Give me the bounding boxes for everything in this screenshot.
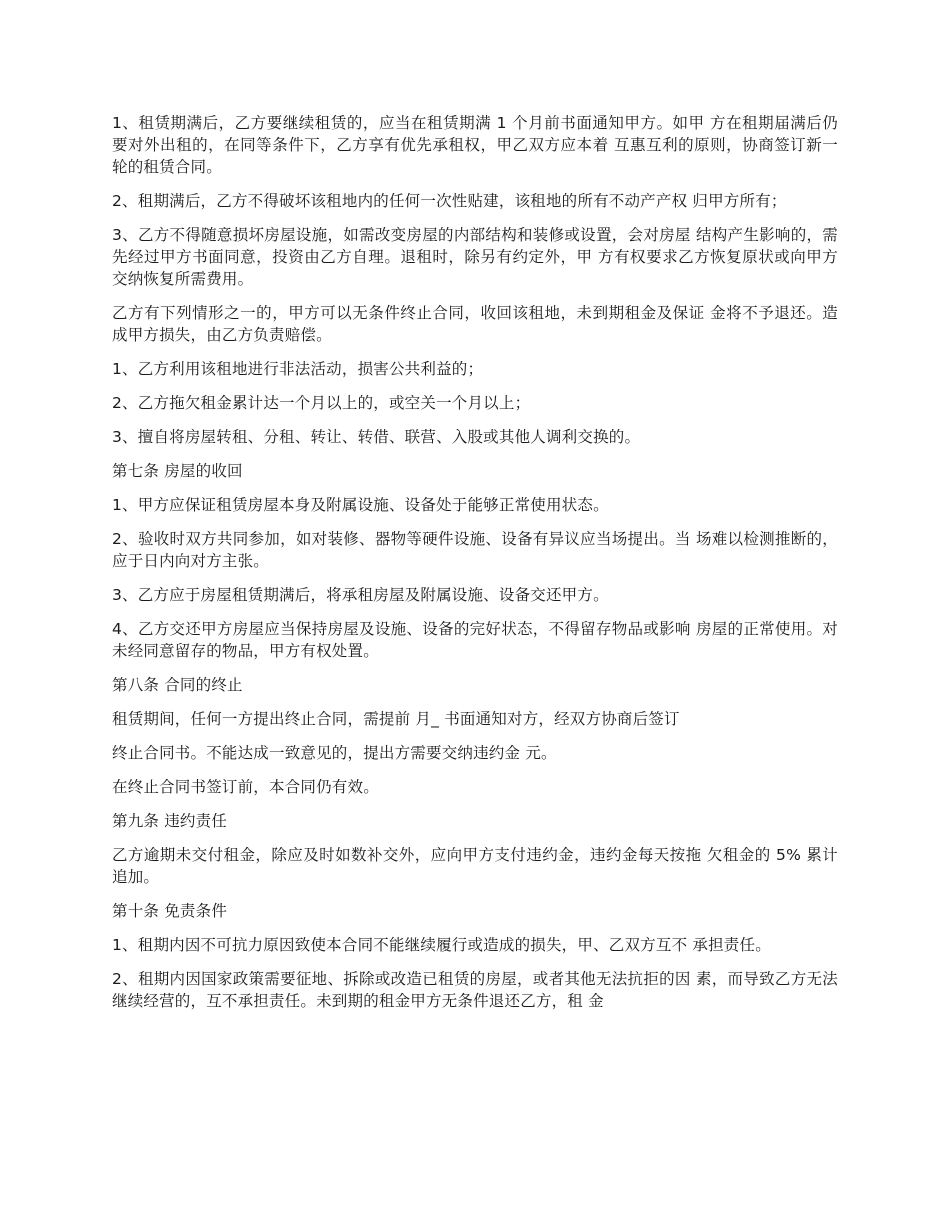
paragraph-joint-inspection: 2、验收时双方共同参加，如对装修、器物等硬件设施、设备有异议应当场提出。当 场难以检测推断的，应于日内向对方主张。 [112,530,838,570]
paragraph-contract-validity: 在终止合同书签订前，本合同仍有效。 [112,778,379,796]
section-heading-10: 第十条 免责条件 [112,902,228,920]
section-heading-8: 第八条 合同的终止 [112,676,243,694]
section-heading-7: 第七条 房屋的收回 [112,462,243,480]
paragraph-facility-guarantee: 1、甲方应保证租赁房屋本身及附属设施、设备处于能够正常使用状态。 [112,496,609,514]
paragraph-property-rights: 2、租期满后，乙方不得破坏该租地内的任何一次性贴建，该租地的所有不动产产权 归甲方所有； [112,192,787,210]
paragraph-termination-penalty: 终止合同书。不能达成一致意见的，提出方需要交纳违约金 元。 [112,744,557,762]
paragraph-illegal-use: 1、乙方利用该租地进行非法活动，损害公共利益的； [112,360,484,378]
paragraph-return-condition: 4、乙方交还甲方房屋应当保持房屋及设施、设备的完好状态，不得留存物品或影响 房屋的正常使用。对未经同意留存的物品，甲方有权处置。 [112,620,838,660]
paragraph-termination-conditions: 乙方有下列情形之一的，甲方可以无条件终止合同，收回该租地，未到期租金及保证 金将不予退还。造成甲方损失，由乙方负责赔偿。 [112,304,838,344]
paragraph-policy-expropriation: 2、租期内因国家政策需要征地、拆除或改造已租赁的房屋，或者其他无法抗拒的因 素，而导致乙方无法继续经营的，互不承担责任。未到期的租金甲方无条件退还乙方，租 金 [112,970,838,1010]
document-page [112,112,838,1024]
paragraph-early-termination: 租赁期间，任何一方提出终止合同，需提前 月_ 书面通知对方，经双方协商后签订 [112,710,680,728]
paragraph-facility-protection: 3、乙方不得随意损坏房屋设施，如需改变房屋的内部结构和装修或设置，会对房屋 结构产生影响的，需先经过甲方书面同意，投资由乙方自理。退租时，除另有约定外，甲 方有权要求乙方恢复原状或向甲方交纳恢复所需费用。 [112,226,838,288]
paragraph-rent-arrears: 2、乙方拖欠租金累计达一个月以上的，或空关一个月以上； [112,394,531,412]
paragraph-late-payment: 乙方逾期未交付租金，除应及时如数补交外，应向甲方支付违约金，违约金每天按拖 欠租金的 5% 累计追加。 [112,846,838,886]
paragraph-unauthorized-sublet: 3、擅自将房屋转租、分租、转让、转借、联营、入股或其他人调利交换的。 [112,428,641,446]
paragraph-return-house: 3、乙方应于房屋租赁期满后，将承租房屋及附属设施、设备交还甲方。 [112,586,609,604]
paragraph-force-majeure: 1、租期内因不可抗力原因致使本合同不能继续履行或造成的损失，甲、乙双方互不 承担责任。 [112,936,771,954]
section-heading-9: 第九条 违约责任 [112,812,228,830]
paragraph-renewal-notice: 1、租赁期满后，乙方要继续租赁的，应当在租赁期满 1 个月前书面通知甲方。如甲 方在租期届满后仍要对外出租的，在同等条件下，乙方享有优先承租权，甲乙双方应本着 互惠互利的原则，协商签订新一轮的租赁合同。 [112,114,838,176]
